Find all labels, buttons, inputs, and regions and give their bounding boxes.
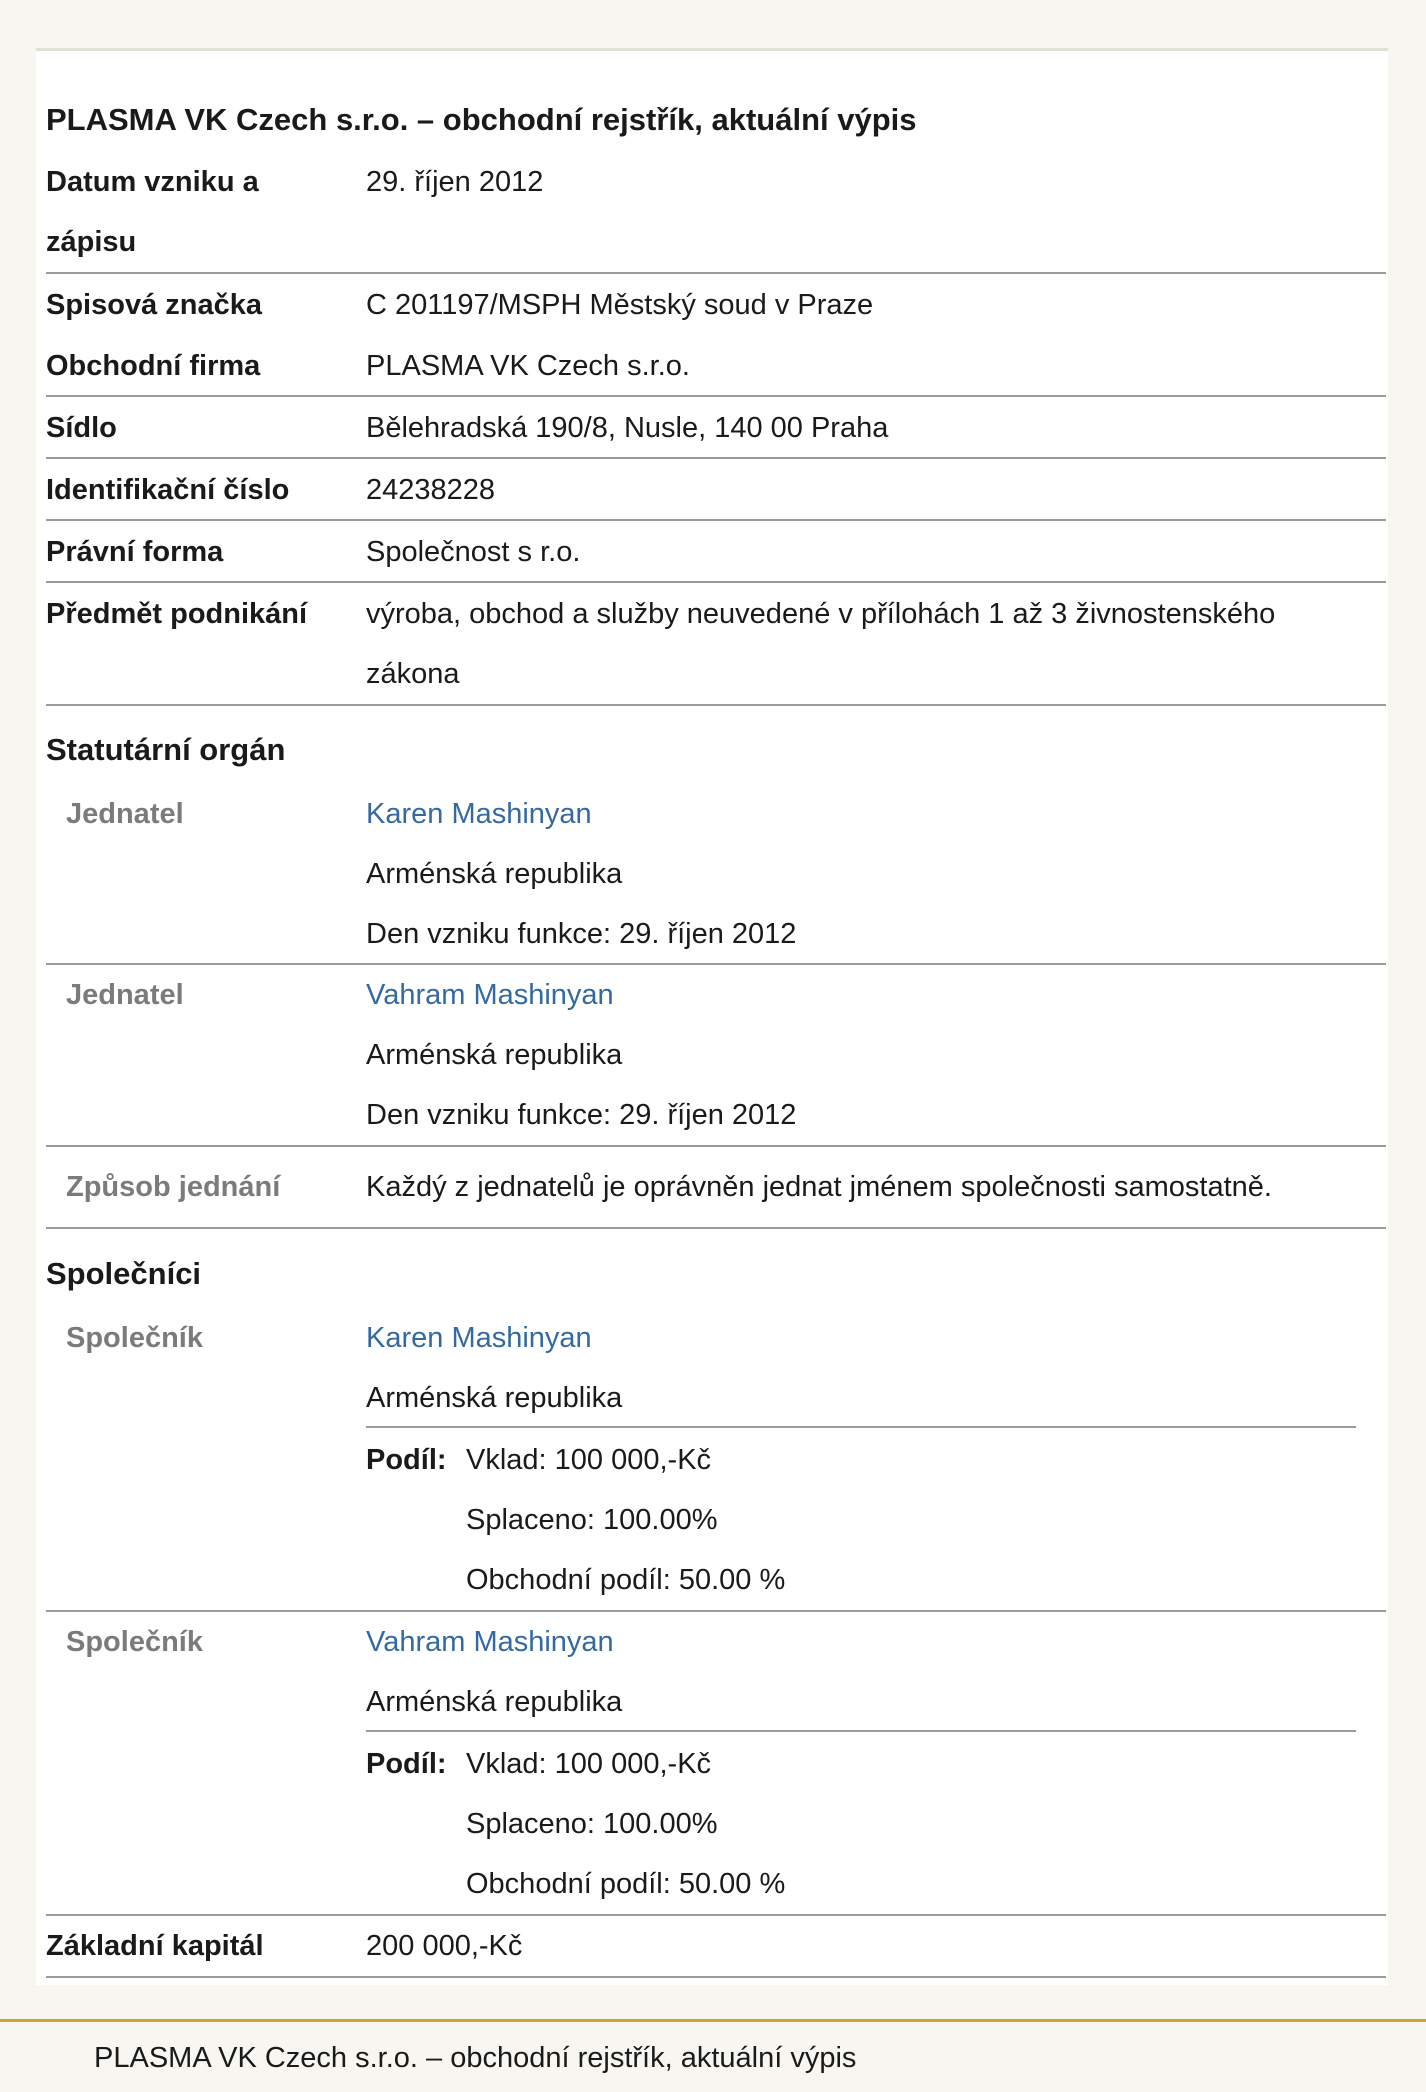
person-country: Arménská republika (366, 858, 623, 890)
role-label: Jednatel (66, 798, 184, 830)
label-sidlo: Sídlo (46, 412, 117, 444)
obchodni-podil-value: Obchodní podíl: 50.00 % (466, 1564, 786, 1596)
vklad-value: Vklad: 100 000,-Kč (466, 1748, 712, 1780)
value-zpusob-jednani: Každý z jednatelů je oprávněn jednat jménem společnosti samostatně. (366, 1171, 1272, 1203)
label-datum-vzniku-2: zápisu (46, 226, 137, 258)
obchodni-podil-value: Obchodní podíl: 50.00 % (466, 1868, 786, 1900)
role-label: Společník (66, 1322, 203, 1354)
spolecnik-member (46, 1612, 1386, 1916)
person-since: Den vzniku funkce: 29. říjen 2012 (366, 918, 797, 950)
spolecnik-member (46, 1308, 1386, 1612)
section-statutarni-organ: Statutární orgán (46, 732, 286, 767)
person-link-karen[interactable]: Karen Mashinyan (366, 1322, 592, 1354)
value-sidlo: Bělehradská 190/8, Nusle, 140 00 Praha (366, 412, 889, 444)
row-predmet-podnikani (46, 583, 1386, 706)
podil-divider (366, 1426, 1356, 1428)
footer-accent-line (0, 2019, 1426, 2022)
statutarni-member (46, 965, 1386, 1147)
row-zakladni-kapital (46, 1916, 1386, 1978)
label-spisova-znacka: Spisová značka (46, 289, 262, 321)
label-predmet-podnikani: Předmět podnikání (46, 598, 308, 630)
label-zpusob-jednani: Způsob jednání (66, 1171, 281, 1203)
splaceno-value: Splaceno: 100.00% (466, 1504, 718, 1536)
person-link-vahram[interactable]: Vahram Mashinyan (366, 979, 614, 1011)
value-pravni-forma: Společnost s r.o. (366, 536, 581, 568)
row-zpusob-jednani (46, 1147, 1386, 1229)
label-obchodni-firma: Obchodní firma (46, 350, 261, 382)
value-obchodni-firma: PLASMA VK Czech s.r.o. (366, 350, 690, 382)
row-datum-vzniku (46, 152, 1386, 274)
label-datum-vzniku: Datum vzniku a (46, 166, 259, 198)
vklad-value: Vklad: 100 000,-Kč (466, 1444, 712, 1476)
podil-label: Podíl: (366, 1748, 447, 1780)
person-link-vahram[interactable]: Vahram Mashinyan (366, 1626, 614, 1658)
label-pravni-forma: Právní forma (46, 536, 224, 568)
podil-label: Podíl: (366, 1444, 447, 1476)
person-country: Arménská republika (366, 1686, 623, 1718)
role-label: Společník (66, 1626, 203, 1658)
person-since: Den vzniku funkce: 29. říjen 2012 (366, 1099, 797, 1131)
value-identifikacni-cislo: 24238228 (366, 474, 496, 506)
label-zakladni-kapital: Základní kapitál (46, 1930, 264, 1962)
footer-title: PLASMA VK Czech s.r.o. – obchodní rejstřík, aktuální výpis (94, 2042, 857, 2074)
label-identifikacni-cislo: Identifikační číslo (46, 474, 290, 506)
person-country: Arménská republika (366, 1382, 623, 1414)
value-zakladni-kapital: 200 000,-Kč (366, 1930, 523, 1962)
value-datum-vzniku: 29. říjen 2012 (366, 166, 544, 198)
row-pravni-forma (46, 521, 1386, 583)
role-label: Jednatel (66, 979, 184, 1011)
page-title: PLASMA VK Czech s.r.o. – obchodní rejstřík, aktuální výpis (46, 102, 917, 137)
row-identifikacni-cislo (46, 459, 1386, 521)
value-predmet-podnikani-2: zákona (366, 658, 460, 690)
row-obchodni-firma (46, 335, 1386, 397)
value-spisova-znacka: C 201197/MSPH Městský soud v Praze (366, 289, 874, 321)
podil-divider (366, 1730, 1356, 1732)
person-link-karen[interactable]: Karen Mashinyan (366, 798, 592, 830)
section-spolecnici: Společníci (46, 1256, 202, 1291)
person-country: Arménská republika (366, 1039, 623, 1071)
splaceno-value: Splaceno: 100.00% (466, 1808, 718, 1840)
value-predmet-podnikani: výroba, obchod a služby neuvedené v přílohách 1 až 3 živnostenského (366, 598, 1276, 630)
statutarni-member (46, 784, 1386, 965)
row-sidlo (46, 397, 1386, 459)
